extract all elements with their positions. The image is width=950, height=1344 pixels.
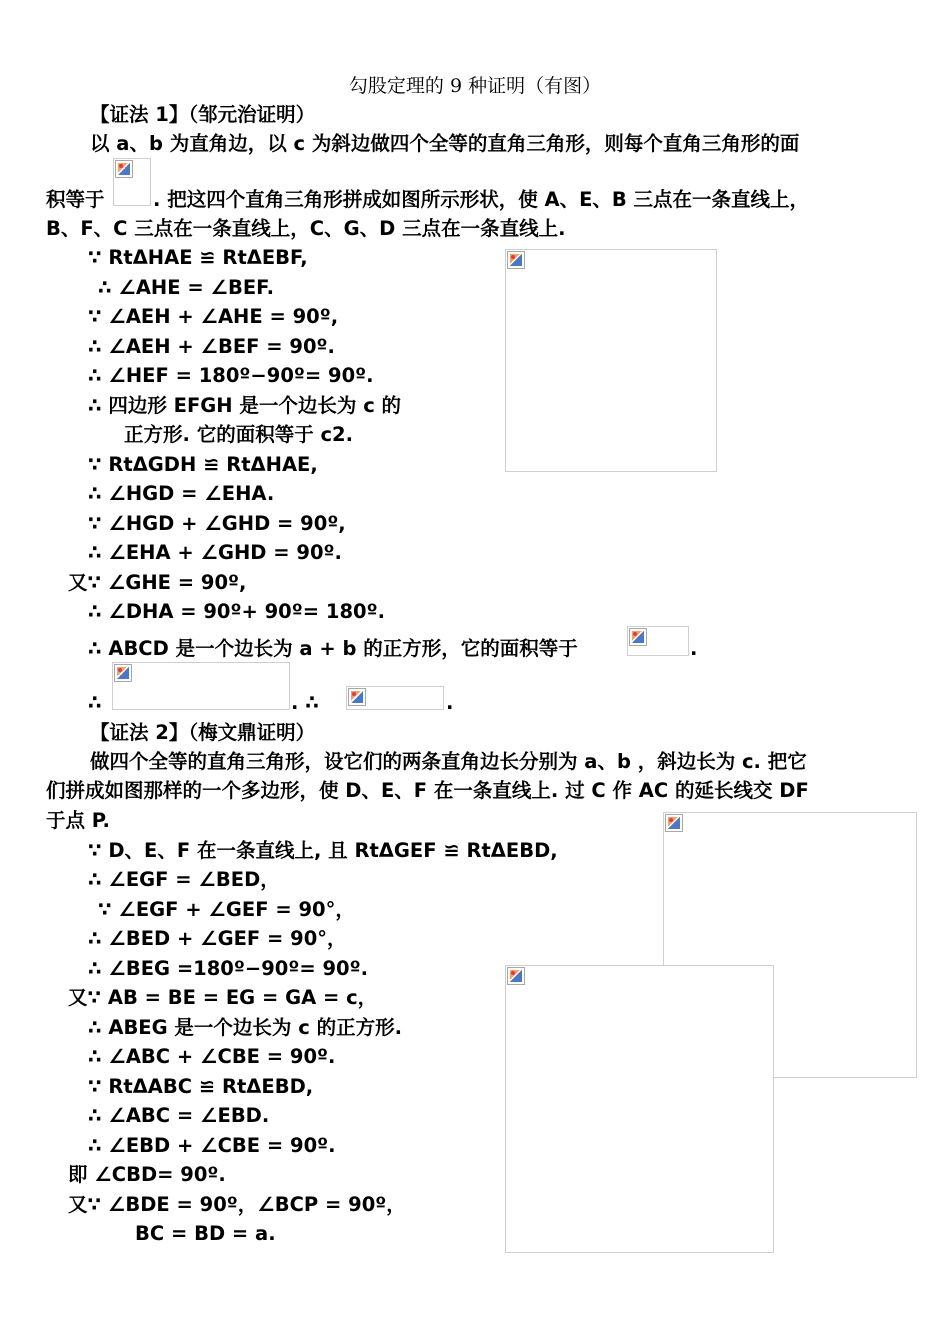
proof1-line: ∴ ∠EHA + ∠GHD = 90º. — [88, 541, 342, 564]
proof1-line: ∴ ∠AHE = ∠BEF. — [98, 276, 275, 299]
proof1-line: ∴ ∠DHA = 90º+ 90º= 180º. — [88, 600, 385, 623]
triangle-area-formula-image — [113, 158, 151, 206]
proof1-line: ∴ ∠HEF = 180º−90º= 90º. — [88, 364, 374, 387]
proof1-line: ∵ ∠HGD + ∠GHD = 90º, — [88, 512, 346, 535]
broken-image-icon — [629, 628, 647, 646]
method1-paragraph-line2: 积等于 — [46, 188, 105, 211]
proof2-line: 即 ∠CBD= 90º. — [68, 1163, 226, 1186]
broken-image-icon — [114, 664, 132, 682]
proof1-line: ∴ ABCD 是一个边长为 a + b 的正方形，它的面积等于 — [88, 637, 578, 660]
proof2-line: ∴ ∠ABC = ∠EBD. — [88, 1104, 270, 1127]
broken-image-icon — [507, 251, 525, 269]
method1-paragraph-line2-rest: . 把这四个直角三角形拼成如图所示形状，使 A、E、B 三点在一条直线上， — [153, 188, 810, 211]
period-therefore: . ∴ — [291, 691, 319, 714]
proof2-line: ∵ D、E、F 在一条直线上, 且 RtΔGEF ≌ RtΔEBD, — [88, 839, 558, 862]
period: . — [690, 637, 698, 660]
proof2-line: ∵ RtΔABC ≌ RtΔEBD, — [88, 1075, 314, 1098]
proof2-line: ∵ ∠EGF + ∠GEF = 90°， — [98, 898, 355, 921]
proof2-line: ∴ ABEG 是一个边长为 c 的正方形. — [88, 1016, 402, 1039]
method1-figure-image — [505, 249, 717, 472]
broken-image-icon — [348, 688, 366, 706]
method2-paragraph-line3: 于点 P. — [46, 809, 110, 832]
proof1-line: 又∵ ∠GHE = 90º, — [68, 571, 247, 594]
proof2-line: ∴ ∠ABC + ∠CBE = 90º. — [88, 1045, 336, 1068]
method2-paragraph-line1: 做四个全等的直角三角形，设它们的两条直角边长分别为 a、b ，斜边长为 c. 把它 — [90, 750, 807, 773]
broken-image-icon — [665, 814, 683, 832]
method1-paragraph-line3: B、F、C 三点在一条直线上，C、G、D 三点在一条直线上. — [46, 217, 566, 240]
period: . — [446, 691, 454, 714]
proof1-line: ∵ RtΔGDH ≌ RtΔHAE, — [88, 453, 318, 476]
proof2-line: ∴ ∠EBD + ∠CBE = 90º. — [88, 1134, 336, 1157]
proof1-line: ∴ 四边形 EFGH 是一个边长为 c 的 — [88, 394, 402, 417]
proof1-line: ∵ RtΔHAE ≌ RtΔEBF, — [88, 246, 308, 269]
broken-image-icon — [115, 160, 133, 178]
therefore-symbol: ∴ — [88, 691, 102, 714]
square-area-formula-image — [627, 626, 689, 656]
document-title: 勾股定理的 9 种证明（有图） — [348, 75, 602, 97]
method2-second-figure-image — [505, 965, 774, 1253]
method1-heading: 【证法 1】（邹元治证明） — [90, 103, 316, 126]
broken-image-icon — [507, 967, 525, 985]
proof2-line: ∴ ∠EGF = ∠BED， — [88, 868, 280, 891]
proof1-line: ∴ ∠AEH + ∠BEF = 90º. — [88, 335, 335, 358]
method1-paragraph-line1: 以 a、b 为直角边，以 c 为斜边做四个全等的直角三角形，则每个直角三角形的面 — [90, 132, 800, 155]
method2-heading: 【证法 2】（梅文鼎证明） — [90, 721, 316, 744]
method2-paragraph-line2: 们拼成如图那样的一个多边形，使 D、E、F 在一条直线上. 过 C 作 AC 的延长线交 DF — [46, 779, 809, 802]
conclusion-equation-image — [346, 686, 444, 710]
proof1-line: ∴ ∠HGD = ∠EHA. — [88, 482, 275, 505]
proof2-line: BC = BD = a. — [135, 1222, 276, 1245]
proof2-line: ∴ ∠BEG =180º−90º= 90º. — [88, 957, 368, 980]
proof2-line: 又∵ ∠BDE = 90º，∠BCP = 90º， — [68, 1193, 406, 1216]
proof1-line: 正方形. 它的面积等于 c2. — [124, 423, 354, 446]
proof2-line: 又∵ AB = BE = EG = GA = c， — [68, 986, 378, 1009]
proof2-line: ∴ ∠BED + ∠GEF = 90°， — [88, 927, 347, 950]
proof1-line: ∵ ∠AEH + ∠AHE = 90º, — [88, 305, 339, 328]
equation-image — [112, 662, 290, 710]
